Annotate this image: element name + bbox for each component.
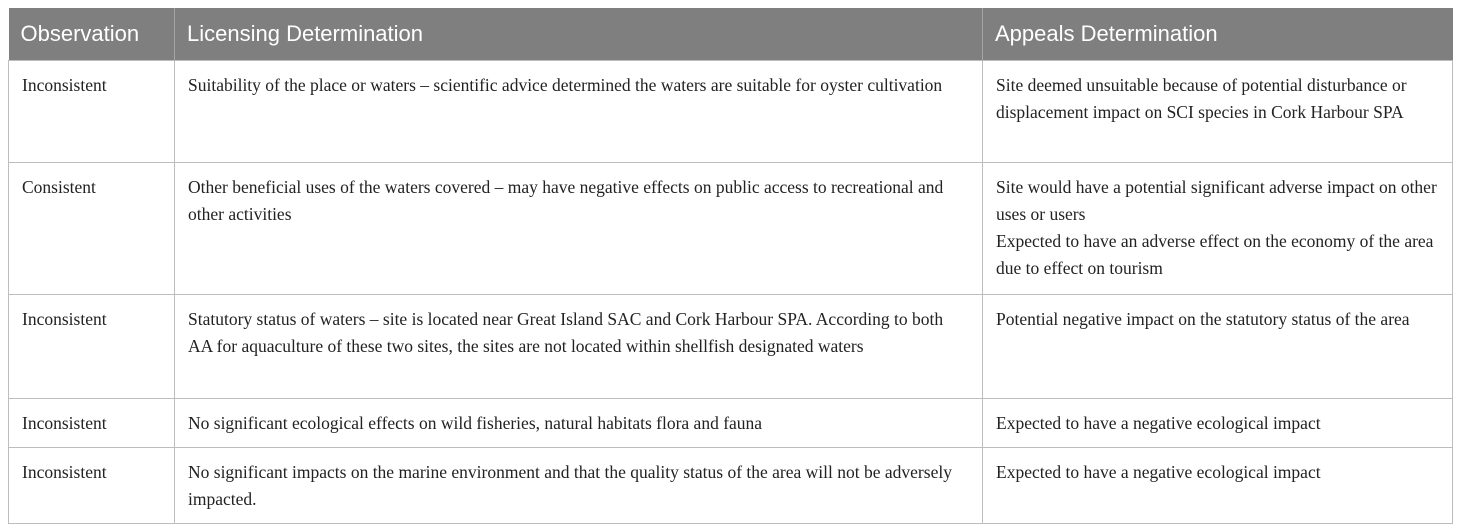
- appeals-line: Potential negative impact on the statutory status of the area: [996, 309, 1410, 329]
- observation-cell: Consistent: [9, 163, 175, 295]
- observation-cell: Inconsistent: [9, 295, 175, 399]
- licensing-cell: Other beneficial uses of the waters covered – may have negative effects on public access to recreational and other activities: [175, 163, 983, 295]
- table-row: [9, 448, 1453, 524]
- appeals-line: Expected to have an adverse effect on the economy of the area due to effect on tourism: [996, 231, 1434, 278]
- observation-cell: Inconsistent: [9, 399, 175, 448]
- observation-cell: Inconsistent: [9, 61, 175, 163]
- appeals-line: Site would have a potential significant adverse impact on other uses or users: [996, 177, 1437, 224]
- licensing-cell: Statutory status of waters – site is located near Great Island SAC and Cork Harbour SPA. According to both AA for aquaculture of these two sites, the sites are not located within shellfish designated waters: [175, 295, 983, 399]
- licensing-cell: No significant ecological effects on wild fisheries, natural habitats flora and fauna: [175, 399, 983, 448]
- determinations-table: [8, 8, 1453, 524]
- table-row: [9, 163, 1453, 295]
- table-header: [9, 8, 1453, 61]
- table-row: [9, 399, 1453, 448]
- header-observation: Observation: [9, 8, 175, 61]
- appeals-line: Site deemed unsuitable because of potential disturbance or displacement impact on SCI species in Cork Harbour SPA: [996, 75, 1407, 122]
- appeals-cell: [983, 448, 1453, 524]
- appeals-cell: [983, 163, 1453, 295]
- appeals-cell: [983, 295, 1453, 399]
- header-appeals-determination: Appeals Determination: [983, 8, 1453, 61]
- licensing-cell: No significant impacts on the marine environment and that the quality status of the area will not be adversely impacted.: [175, 448, 983, 524]
- appeals-line: Expected to have a negative ecological impact: [996, 413, 1321, 433]
- observation-cell: Inconsistent: [9, 448, 175, 524]
- table-row: [9, 295, 1453, 399]
- licensing-cell: Suitability of the place or waters – scientific advice determined the waters are suitable for oyster cultivation: [175, 61, 983, 163]
- table-row: [9, 61, 1453, 163]
- appeals-line: Expected to have a negative ecological impact: [996, 462, 1321, 482]
- appeals-cell: [983, 399, 1453, 448]
- table-body: [9, 61, 1453, 524]
- header-licensing-determination: Licensing Determination: [175, 8, 983, 61]
- appeals-cell: [983, 61, 1453, 163]
- header-row: [9, 8, 1453, 61]
